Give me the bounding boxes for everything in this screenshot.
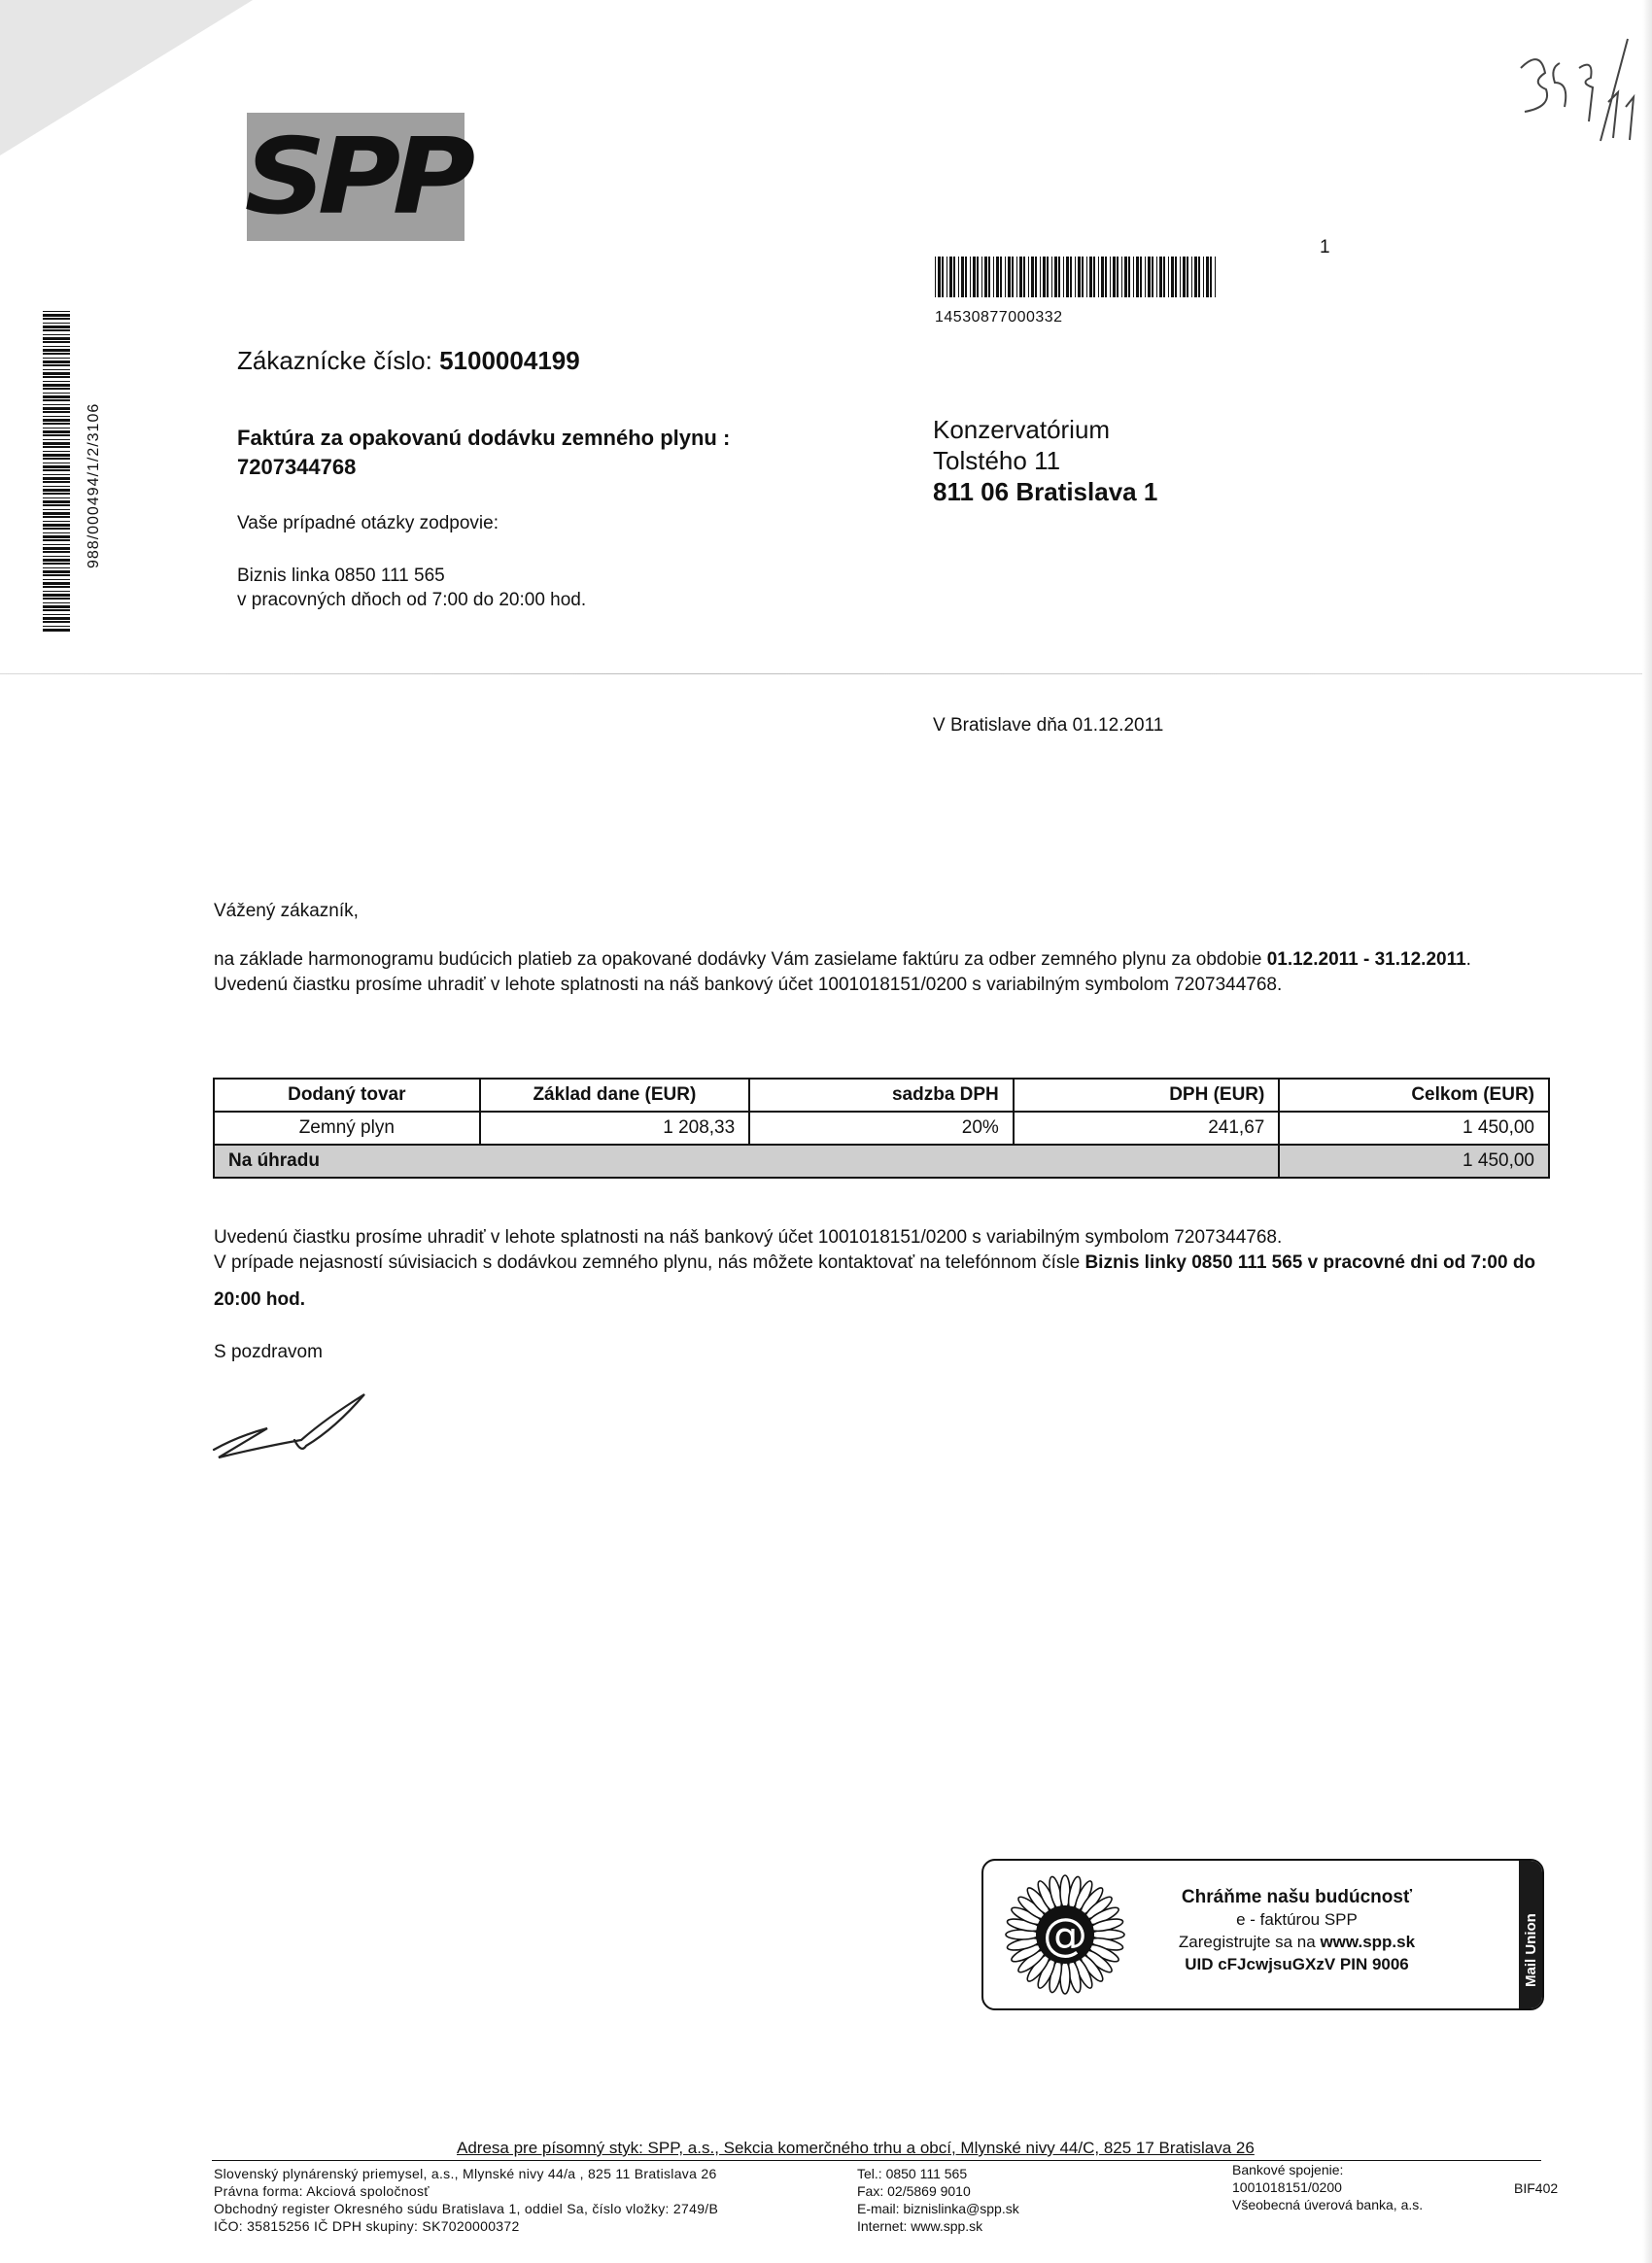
business-line-hours: v pracovných dňoch od 7:00 do 20:00 hod.	[237, 590, 587, 610]
spp-logo	[244, 113, 467, 241]
side-code: 988/000494/1/2/3106	[86, 402, 102, 568]
intro-text: na základe harmonogramu budúcich platieb za opakované dodávky Vám zasielame faktúru za odber zemného plynu za obdobie	[214, 949, 1267, 970]
document-barcode	[935, 257, 1217, 297]
e-invoice-promo-text	[1129, 1886, 1464, 1975]
total-label: Na úhradu	[214, 1145, 1279, 1178]
questions-label: Vaše prípadné otázky zodpovie:	[237, 513, 499, 533]
mail-union-text: Mail Union	[1523, 1913, 1539, 1987]
barcode-number: 14530877000332	[935, 309, 1063, 326]
side-barcode	[43, 311, 70, 632]
billing-period: 01.12.2011 - 31.12.2011	[1266, 949, 1466, 970]
cell-goods: Zemný plyn	[214, 1112, 480, 1145]
table-row	[214, 1112, 1549, 1145]
signature	[209, 1389, 384, 1462]
intro-payment-instructions: Uvedenú čiastku prosíme uhradiť v lehote splatnosti na náš bankový účet 1001018151/0200 s variabilným symbolom 7207344768.	[214, 975, 1283, 995]
total-value: 1 450,00	[1279, 1145, 1549, 1178]
closing-contact-hotline: Biznis linky 0850 111 565 v pracovné dni od 7:00 do 20:00 hod.	[214, 1252, 1536, 1310]
table-header-row	[214, 1079, 1549, 1112]
promo-credentials: UID cFJcwjsuGXzV PIN 9006	[1185, 1955, 1409, 1973]
customer-number-label: Zákaznícke číslo:	[237, 346, 432, 375]
footer-bank-info: Bankové spojenie: 1001018151/0200 Všeobecná úverová banka, a.s.	[1232, 2162, 1424, 2212]
page-number: 1	[1320, 237, 1330, 257]
date-line: V Bratislave dňa 01.12.2011	[933, 715, 1164, 736]
footer-form-code: BIF402	[1514, 2180, 1559, 2196]
closing-payment-instructions: Uvedenú čiastku prosíme uhradiť v lehote splatnosti na náš bankový účet 1001018151/0200 s variabilným symbolom 7207344768.	[214, 1227, 1283, 1248]
table-total-row	[214, 1145, 1549, 1178]
closing-contact-text: V prípade nejasností súvisiacich s dodávkou zemného plynu, nás môžete kontaktovať na telefónnom čísle	[214, 1252, 1085, 1273]
header-total: Celkom (EUR)	[1279, 1079, 1549, 1112]
cell-vat-amount: 241,67	[1014, 1112, 1280, 1145]
cell-vat-rate: 20%	[749, 1112, 1014, 1145]
header-vat-rate: sadzba DPH	[749, 1079, 1014, 1112]
footer-company-info: Slovenský plynárenský priemysel, a.s., Mlynské nivy 44/a , 825 11 Bratislava 26 Právna forma: Akciová spoločnosť Obchodný register Okresného súdu Bratislava 1, oddiel Sa, číslo vložky: 2749/B IČO: 35815256 IČ DPH skupiny: SK7020000372	[214, 2166, 719, 2234]
closing-contact	[214, 1245, 1574, 1319]
promo-url[interactable]: www.spp.sk	[1320, 1933, 1416, 1951]
header-tax-base: Základ dane (EUR)	[480, 1079, 750, 1112]
cell-total: 1 450,00	[1279, 1112, 1549, 1145]
business-line-phone: Biznis linka 0850 111 565	[237, 566, 445, 586]
promo-title: Chráňme našu budúcnosť	[1181, 1887, 1413, 1907]
intro-paragraph	[214, 947, 1574, 998]
page-fold-corner	[0, 0, 253, 155]
intro-line	[214, 947, 1574, 973]
invoice-title-text: Faktúra za opakovanú dodávku zemného plynu :	[237, 426, 731, 450]
header-vat-amount: DPH (EUR)	[1014, 1079, 1280, 1112]
regards: S pozdravom	[214, 1342, 323, 1362]
recipient-city: 811 06 Bratislava 1	[933, 477, 1158, 506]
recipient-name: Konzervatórium	[933, 415, 1111, 444]
business-line-info	[237, 564, 586, 612]
intro-text-end: .	[1465, 949, 1471, 970]
scan-edge-shadow	[1642, 0, 1652, 2263]
footer-contact-info: Tel.: 0850 111 565 Fax: 02/5869 9010 E-mail: biznislinka@spp.sk Internet: www.spp.sk	[857, 2166, 1019, 2234]
promo-register-text: Zaregistrujte sa na	[1178, 1933, 1321, 1951]
page-fold-line	[0, 673, 1652, 674]
promo-line3	[1129, 1931, 1464, 1953]
promo-line2: e - faktúrou SPP	[1236, 1910, 1358, 1929]
invoice-table	[213, 1078, 1550, 1179]
header-goods: Dodaný tovar	[214, 1079, 480, 1112]
salutation: Vážený zákazník,	[214, 901, 359, 921]
customer-number-value: 5100004199	[439, 346, 580, 375]
customer-number-line	[237, 346, 580, 376]
handwritten-note	[1511, 29, 1637, 146]
sunflower-at-icon	[1001, 1870, 1129, 1999]
footer-postal-address: Adresa pre písomný styk: SPP, a.s., Sekcia komerčného trhu a obcí, Mlynské nivy 44/C, 825 17 Bratislava 26	[457, 2139, 1255, 2157]
recipient-street: Tolstého 11	[933, 446, 1061, 475]
e-invoice-promo-box	[981, 1859, 1544, 2010]
invoice-title	[237, 424, 859, 482]
svg-text:@: @	[1043, 1908, 1087, 1961]
recipient-address	[933, 414, 1157, 507]
closing-paragraph	[214, 1225, 1574, 1319]
cell-tax-base: 1 208,33	[480, 1112, 750, 1145]
invoice-number: 7207344768	[237, 455, 357, 479]
spp-logo-text: SPP	[244, 116, 467, 238]
mail-union-badge	[1519, 1861, 1542, 2008]
